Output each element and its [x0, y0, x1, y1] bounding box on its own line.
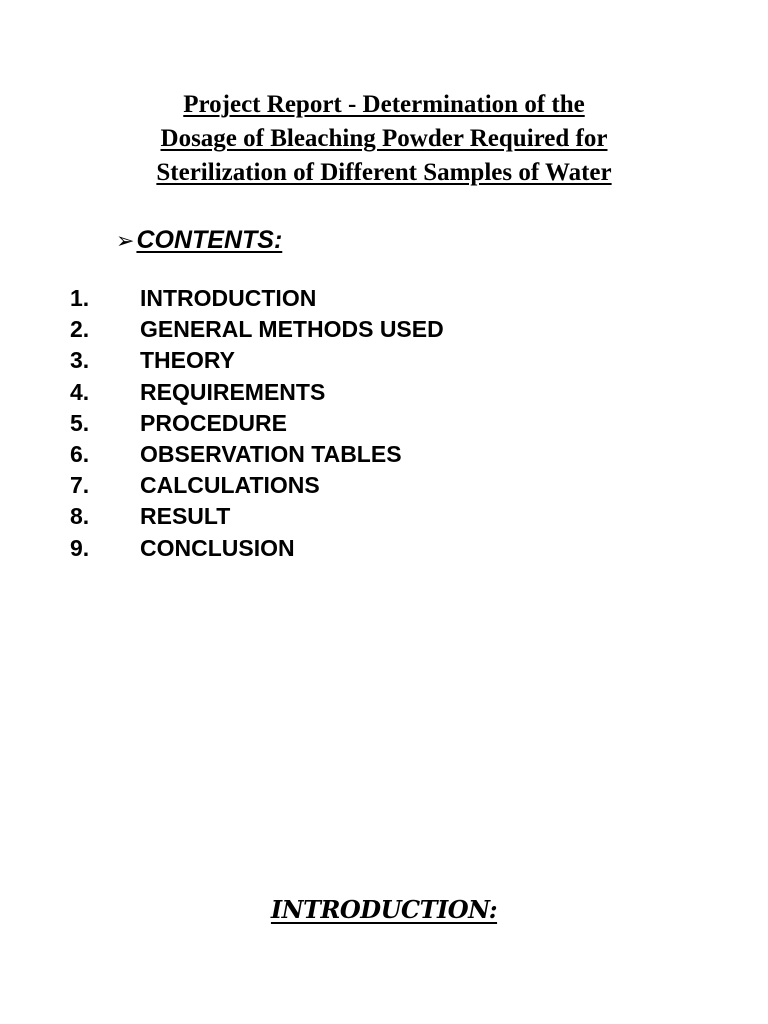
item-number: 5. [70, 409, 90, 436]
item-number: 4. [70, 378, 90, 405]
list-item [70, 439, 444, 470]
item-label: GENERAL METHODS USED [140, 316, 444, 343]
item-label: PROCEDURE [140, 409, 287, 436]
list-item [70, 501, 444, 532]
item-label: THEORY [140, 347, 235, 374]
item-number: 2. [70, 316, 90, 343]
list-item [70, 377, 444, 408]
item-label: CONCLUSION [140, 534, 295, 561]
item-label: REQUIREMENTS [140, 378, 326, 405]
contents-heading [116, 224, 282, 257]
contents-heading-text: CONTENTS: [136, 226, 283, 254]
item-number: 8. [70, 503, 90, 530]
title-line: Sterilization of Different Samples of Water [156, 159, 612, 186]
item-number: 1. [70, 285, 90, 311]
list-item [70, 283, 444, 314]
list-item [70, 470, 444, 501]
item-label: INTRODUCTION [140, 285, 317, 311]
title-line: Dosage of Bleaching Powder Required for [160, 125, 608, 152]
item-number: 9. [70, 534, 90, 561]
item-number: 6. [70, 440, 90, 467]
title-line: Project Report - Determination of the [183, 91, 585, 118]
list-item [70, 533, 444, 564]
list-item [70, 314, 444, 345]
item-label: CALCULATIONS [140, 472, 320, 499]
list-item [70, 345, 444, 376]
arrow-bullet-icon: ➢ [116, 228, 135, 253]
item-label: RESULT [140, 503, 231, 530]
section-heading-introduction: INTRODUCTION: [270, 895, 498, 924]
item-number: 3. [70, 347, 90, 374]
item-number: 7. [70, 472, 90, 499]
item-label: OBSERVATION TABLES [140, 440, 402, 467]
table-of-contents [70, 283, 444, 564]
list-item [70, 408, 444, 439]
document-title [60, 88, 708, 190]
